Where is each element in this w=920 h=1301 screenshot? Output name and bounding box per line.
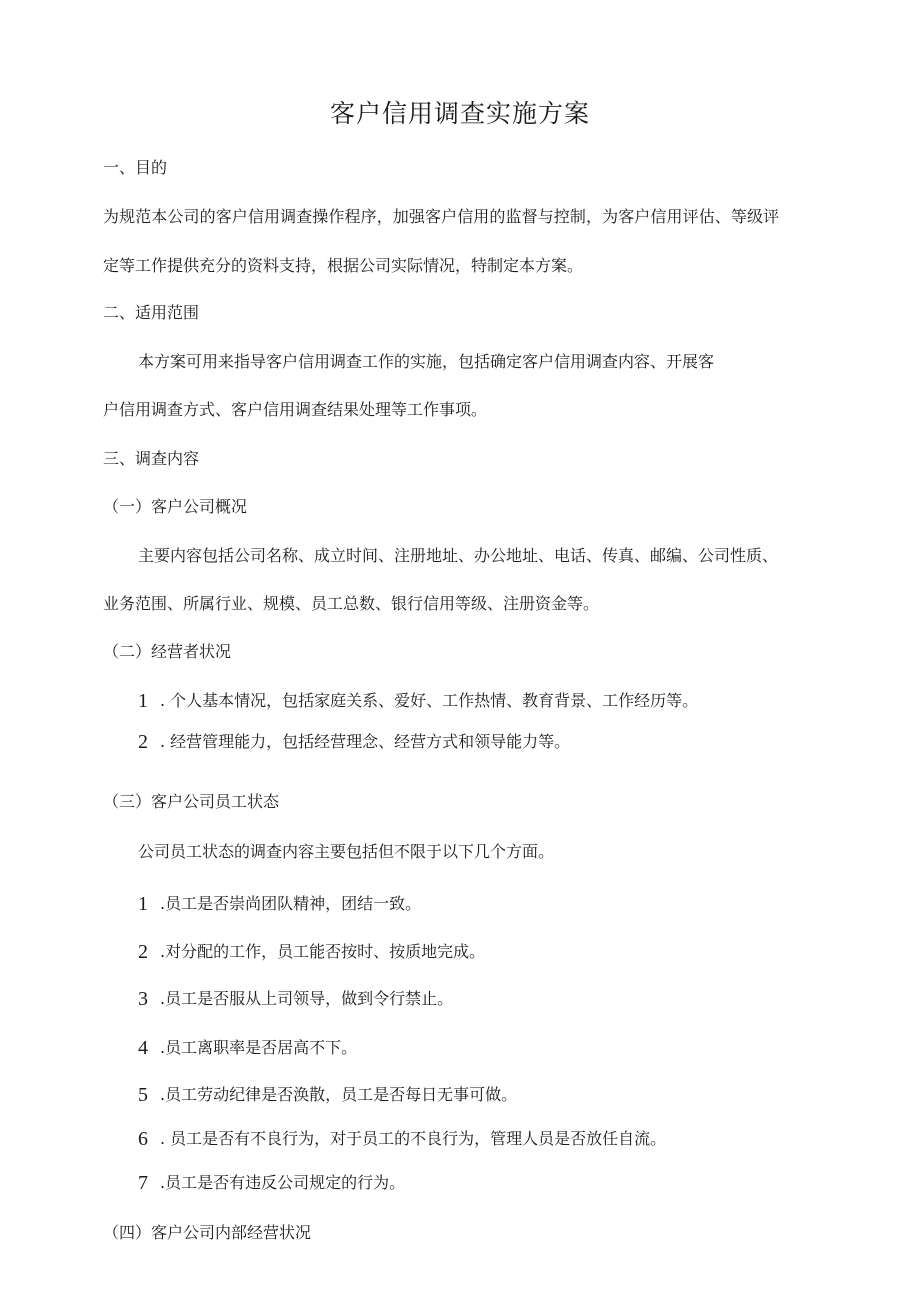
list-text: . 员工是否有不良行为，对于员工的不良行为，管理人员是否放任自流。 — [160, 1129, 667, 1148]
subsection-heading-employee-status: （三）客户公司员工状态 — [103, 792, 280, 811]
company-overview-line: 业务范围、所属行业、规模、员工总数、银行信用等级、注册资金等。 — [103, 594, 600, 613]
purpose-paragraph-line: 为规范本公司的客户信用调查操作程序，加强客户信用的监督与控制，为客户信用评估、等级评 — [103, 207, 780, 226]
list-number: 1 — [138, 690, 148, 712]
subsection-heading-operator-status: （二）经营者状况 — [103, 642, 232, 661]
document-title: 客户信用调查实施方案 — [329, 99, 590, 128]
company-overview-line: 主要内容包括公司名称、成立时间、注册地址、办公地址、电话、传真、邮编、公司性质、 — [138, 546, 779, 565]
list-item — [138, 989, 453, 1009]
list-text: .对分配的工作，员工能否按时、按质地完成。 — [160, 942, 486, 961]
list-item — [138, 1085, 517, 1105]
purpose-paragraph-line: 定等工作提供充分的资料支持，根据公司实际情况，特制定本方案。 — [103, 256, 584, 275]
list-number: 4 — [138, 1037, 148, 1059]
section-heading-content: 三、调查内容 — [103, 449, 200, 468]
list-item — [138, 732, 570, 752]
list-item — [138, 894, 421, 914]
section-heading-purpose: 一、目的 — [103, 158, 168, 177]
subsection-heading-internal-operations: （四）客户公司内部经营状况 — [103, 1223, 312, 1242]
list-text: . 个人基本情况，包括家庭关系、爱好、工作热情、教育背景、工作经历等。 — [160, 691, 699, 710]
list-text: .员工劳动纪律是否涣散，员工是否每日无事可做。 — [160, 1085, 518, 1104]
list-item — [138, 1038, 357, 1058]
subsection-heading-company-overview: （一）客户公司概况 — [103, 497, 248, 516]
list-number: 7 — [138, 1172, 148, 1194]
list-text: .员工是否崇尚团队精神，团结一致。 — [160, 894, 422, 913]
list-number: 1 — [138, 893, 148, 915]
list-item — [138, 691, 698, 711]
scope-paragraph-line: 户信用调查方式、客户信用调查结果处理等工作事项。 — [103, 400, 488, 419]
list-item — [138, 942, 485, 962]
list-text: .员工是否有违反公司规定的行为。 — [160, 1173, 406, 1192]
list-text: .员工是否服从上司领导，做到令行禁止。 — [160, 989, 454, 1008]
list-number: 2 — [138, 731, 148, 753]
list-item — [138, 1129, 666, 1149]
list-number: 6 — [138, 1128, 148, 1150]
list-number: 2 — [138, 941, 148, 963]
section-heading-scope: 二、适用范围 — [103, 303, 200, 322]
list-text: .员工离职率是否居高不下。 — [160, 1038, 358, 1057]
list-text: . 经营管理能力，包括经营理念、经营方式和领导能力等。 — [160, 732, 571, 751]
scope-paragraph-line: 本方案可用来指导客户信用调查工作的实施，包括确定客户信用调查内容、开展客 — [138, 352, 715, 371]
list-number: 3 — [138, 988, 148, 1010]
list-number: 5 — [138, 1084, 148, 1106]
employee-status-intro: 公司员工状态的调查内容主要包括但不限于以下几个方面。 — [138, 842, 555, 861]
list-item — [138, 1173, 405, 1193]
